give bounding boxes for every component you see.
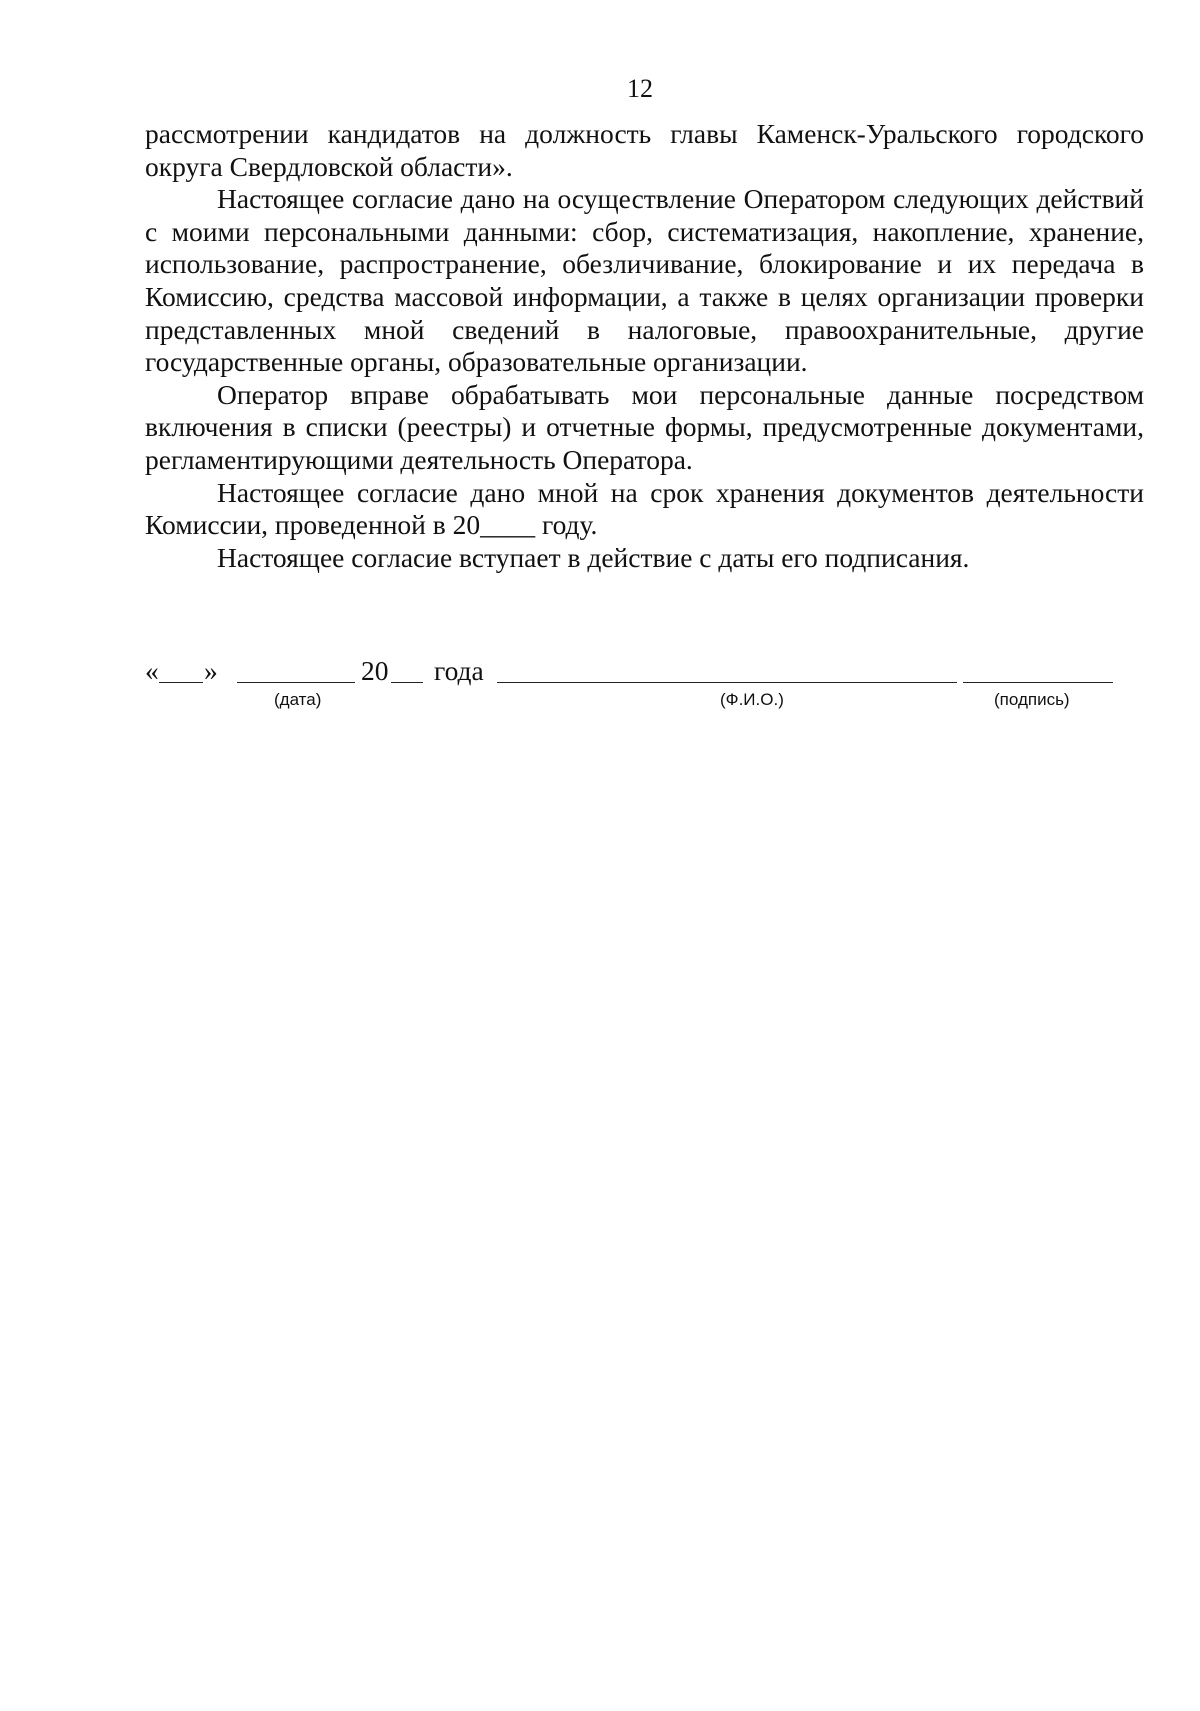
paragraph-consent-actions: Настоящее согласие дано на осуществление Оператором следующих действий с моими персональными данными: сбор, систематизация, накопление, хранение, использование, распространение, обезличивание, блокирование и их передача в Комиссию, средства массовой информации, а также в целях организации проверки представленных мной сведений в налоговые, правоохранительные, другие государственные органы, образовательные организации.: [145, 183, 1144, 378]
paragraph-effective-date: Настоящее согласие вступает в действие с даты его подписания.: [217, 541, 970, 573]
caption-date: (дата): [274, 690, 322, 709]
month-blank[interactable]: [237, 682, 355, 683]
signature-blank[interactable]: [963, 682, 1113, 683]
paragraph-consent-term: Настоящее согласие дано мной на срок хранения документов деятельности Комиссии, проведенной в 20____ году.: [145, 476, 1144, 541]
caption-fio: (Ф.И.О.): [720, 690, 784, 709]
caption-signature: (подпись): [994, 690, 1070, 709]
year-prefix: 20: [361, 655, 389, 686]
close-quote: »: [204, 655, 218, 686]
year-suffix: года: [434, 655, 484, 686]
year-blank[interactable]: [391, 682, 423, 683]
signature-line: [145, 654, 1145, 688]
paragraph-operator-rights: Оператор вправе обрабатывать мои персональные данные посредством включения в списки (реестры) и отчетные формы, предусмотренные документами, регламентирующими деятельность Оператора.: [145, 378, 1144, 475]
fio-blank[interactable]: [497, 682, 957, 683]
day-blank[interactable]: [159, 682, 203, 683]
paragraph-continuation: рассмотрении кандидатов на должность главы Каменск-Уральского городского округа Свердловской области».: [145, 118, 1144, 182]
page-number: 12: [627, 74, 653, 103]
signature-block: [145, 654, 1145, 714]
document-body: [145, 118, 1144, 574]
open-quote: «: [145, 655, 159, 686]
